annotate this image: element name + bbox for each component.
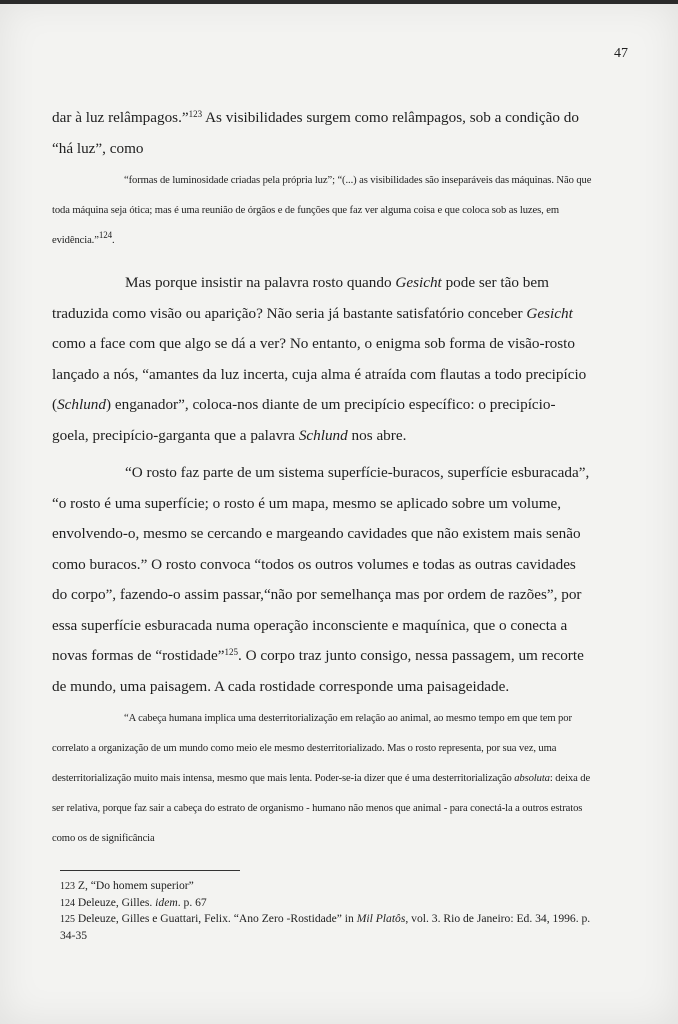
block-quote-1: “formas de luminosidade criadas pela própria luz”; “(...) as visibilidades são inseparáveis das máquinas. Não que toda máquina seja ótica; mas é uma reunião de órgãos e de funções que faz ver alguma coisa e que coloca sob as luzes, em evidência.”$^{124}$. bbox=[52, 175, 592, 246]
footnote-ref-124: 124 bbox=[98, 230, 113, 240]
paragraph-3: “O rosto faz parte de um sistema superfície-buracos, superfície esburacada”, “o rosto é uma superfície; o rosto é um mapa, mesmo se aplicado sobre um volume, envolvendo-o, mesmo se cercando e margeando cavidades que não existem mais senão como buracos.” O rosto convoca “todos os outros volumes e todas as outras cavidades do corpo”, fazendo-o assim passar,“não por semelhança mas por ordem de razões”, por essa superfície esburacada numa operação inconsciente e maquínica, que o conecta a novas formas de “rostidade”$^{125}$. O corpo traz junto consigo, nessa passagem, um recorte de mundo, uma paisagem. A cada rostidade corresponde uma paisageidade. bbox=[52, 464, 590, 695]
footnote-124: 124 Deleuze, Gilles. idem. p. 67 bbox=[60, 895, 207, 909]
footnotes bbox=[60, 878, 600, 943]
scan-edge bbox=[0, 0, 678, 4]
block-quote-2: “A cabeça humana implica uma desterritorialização em relação ao animal, ao mesmo tempo em que tem por correlato a organização de um mundo como meio ele mesmo desterritorializado. Mas o rosto representa, por sua vez, uma desterritorialização muito mais intensa, mesmo que mais lenta. Poder-se-ia dizer que é uma desterritorialização absoluta: deixa de ser relativa, porque faz sair a cabeça do estrato de organismo - humano não menos que animal - para conectá-la a outros estratos como os de significância bbox=[52, 713, 591, 844]
footnote-separator bbox=[60, 870, 240, 871]
footnote-ref-123: 123 bbox=[188, 109, 203, 119]
page-number: 47 bbox=[614, 46, 628, 61]
paragraph-1: dar à luz relâmpagos.”$^{123}$ As visibilidades surgem como relâmpagos, sob a condição do “há luz”, como bbox=[52, 109, 579, 157]
footnote-123: 123 Z, “Do homem superior” bbox=[60, 879, 194, 892]
paragraph-2: Mas porque insistir na palavra rosto quando Gesicht pode ser tão bem traduzida como visão ou aparição? Não seria já bastante satisfatório conceber Gesicht como a face com que algo se dá a ver? No entanto, o enigma sob forma de visão-rosto lançado a nós, “amantes da luz incerta, cuja alma é atraída com flautas a todo precipício (Schlund) enganador”, coloca-nos diante de um precipício específico: o precipício-goela, precipício-garganta que a palavra Schlund nos abre. bbox=[52, 274, 587, 444]
footnote-ref-125: 125 bbox=[224, 647, 238, 657]
footnote-125: 125 Deleuze, Gilles e Guattari, Felix. “Ano Zero -Rostidade” in Mil Platôs, vol. 3. Rio de Janeiro: Ed. 34, 1996. p. 34-35 bbox=[60, 912, 591, 942]
